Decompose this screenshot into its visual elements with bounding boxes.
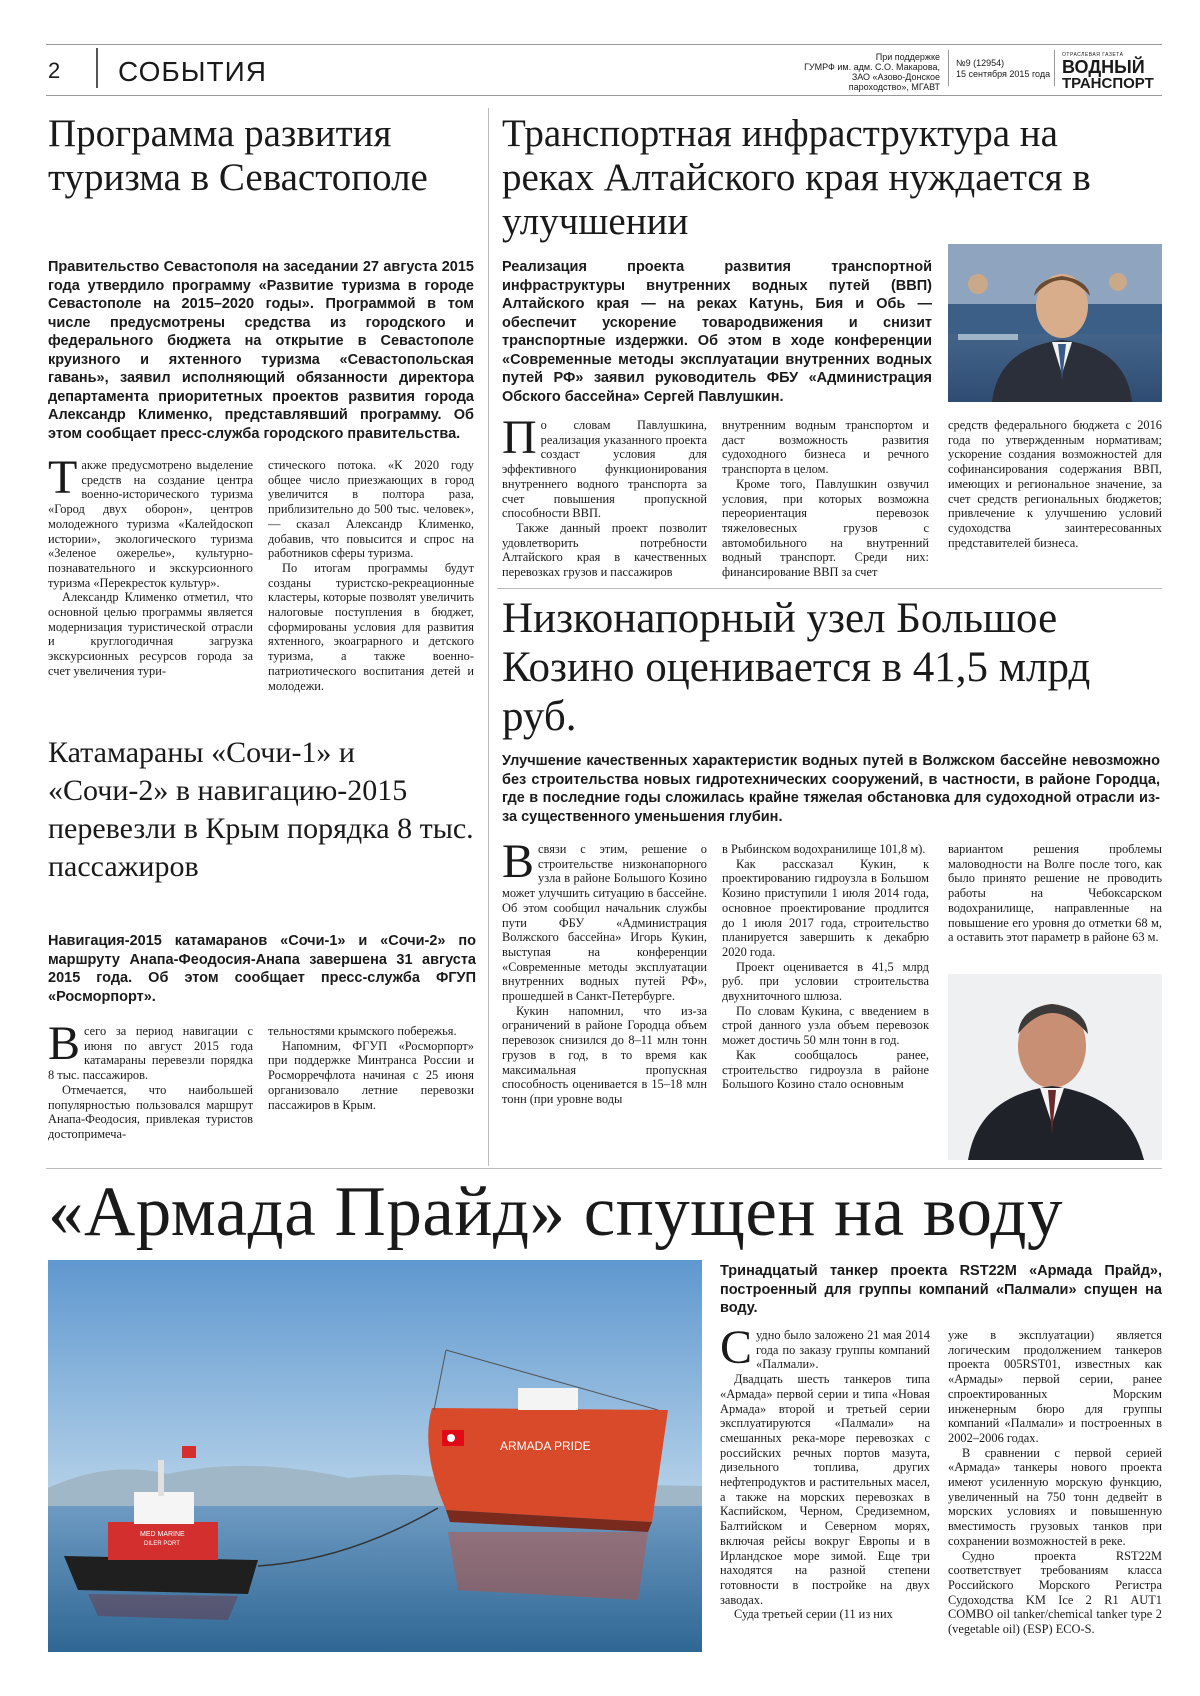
article-column [948, 842, 1162, 945]
article-column [268, 1024, 474, 1112]
article-column [948, 1328, 1162, 1637]
article-paragraph: Напомним, ФГУП «Росморпорт» при поддержке Минтранса России и Росморречфлота начиная с 25 июня организовало летние перевозки пассажиров в Крым. [268, 1038, 474, 1112]
article-paragraph: о словам Павлушкина, реализация указанного проекта создаст условия для эффективного функционирования внутреннего водного транспорта за счет повышения пропускной способности ВВП. [502, 418, 707, 521]
header-divider [948, 50, 949, 86]
article-paragraph: акже предусмотрено выделение средств на создание центра военно-исторического туризма «Город двух оборон», центров молодежного туризма «Калейдоскоп истории», экологического туризма «Зеленое ожерелье», культурно-познавательного и экскурсионного туризма «Перекресток культур». [48, 458, 253, 590]
drop-cap: Т [48, 451, 78, 504]
drop-cap: П [502, 411, 537, 464]
article-column [720, 1321, 930, 1622]
article-title-kozino: Низконапорный узел Большое Козино оценивается в 41,5 млрд руб. [502, 595, 1091, 740]
tug-label: MED MARINE [140, 1531, 185, 1538]
article-lead-kozino: Улучшение качественных характеристик водных путей в Волжском бассейне невозможно без строительства новых гидротехнических сооружений, в частности, в районе Городца, где в последние годы сложилась крайне тяжелая обстановка для судоходной отрасли из-за существенного уменьшения глубин. [502, 753, 1160, 825]
tug-label: DILER PORT [144, 1541, 180, 1547]
portrait-photo-pavlushkin [948, 244, 1162, 402]
logo-word-1: ВОДНЫЙ [1062, 57, 1145, 77]
article-paragraph: Проект оценивается в 41,5 млрд руб. при условии строительства двухниточного шлюза. [722, 959, 929, 1004]
ship-illustration [48, 1260, 702, 1652]
article-column [502, 411, 707, 580]
article-paragraph: тельностями крымского побережья. [268, 1024, 457, 1038]
article-column [948, 418, 1162, 550]
drop-cap: В [48, 1017, 81, 1070]
article-column [48, 1017, 253, 1142]
article-paragraph: Кроме того, Павлушкин озвучил условия, при которых возможна переориентация перевозок тяжеловесных грузов с автомобильного на внутренний водный транспорт. Среди них: финансирование ВВП за счет [722, 476, 929, 580]
article-paragraph: сего за период навигации с июня по август 2015 года катамараны перевезли порядка 8 тыс. пассажиров. [48, 1024, 253, 1083]
article-paragraph: средств федерального бюджета с 2016 года по утвержденным нормативам; ускорение создания возможностей для софинансирования содержания ВВП, имеющих и региональное значение, за счет средств региональных бюджетов; привлечение к улучшению условий судоходства заинтересованных представителей бизнеса. [948, 418, 1162, 550]
article-paragraph: Как сообщалось ранее, строительство гидроузла в районе Большого Козино стало основным [722, 1047, 929, 1092]
article-title-altai: Транспортная инфраструктура на реках Алтайского края нуждается в улучшении [502, 112, 1091, 243]
support-line: пароходство», МГАВТ [848, 82, 940, 92]
portrait-photo-kukin [948, 974, 1162, 1160]
column-divider [488, 108, 489, 1166]
portrait-illustration [948, 974, 1162, 1160]
support-line: При поддержке [875, 52, 940, 62]
article-lead-armada: Тринадцатый танкер проекта RST22M «Армада Прайд», построенный для группы компаний «Палмали» спущен на воду. [720, 1263, 1162, 1316]
header-divider [96, 48, 98, 88]
article-lead-sevastopol: Правительство Севастополя на заседании 27 августа 2015 года утвердило программу «Развитие туризма в городе Севастополе на 2015–2020 годы». Программой в том числе предусмотрены средства из городского и федерального бюджета на открытие в Севастополе круизного и яхтенного туризма «Севастопольская гавань», заявил исполняющий обязанности директора департамента приоритетных проектов развития города Александр Клименко, представлявший программу. Об этом сообщает пресс-служба городского правительства. [48, 259, 474, 442]
drop-cap: В [502, 835, 535, 888]
page-number: 2 [48, 58, 61, 83]
article-paragraph: Также данный проект позволит удовлетворить потребности Алтайского края в качественных перевозках грузов и пассажиров [502, 520, 707, 580]
support-line: ЗАО «Азово-Донское [851, 72, 940, 82]
issue-date: 15 сентября 2015 года [956, 69, 1051, 79]
article-paragraph: Суда третьей серии (11 из них [734, 1607, 893, 1622]
article-divider [497, 588, 1162, 589]
article-column [48, 451, 253, 679]
drop-cap: С [720, 1321, 753, 1374]
support-note [790, 52, 940, 92]
article-paragraph: стического потока. «К 2020 году общее число приезжающих в город увеличится в полтора раза, приблизительно до 500 тыс. человек», — сказал Александр Клименко, добавив, что повысится и спрос на работников сферы туризма. [268, 458, 474, 561]
support-line: ГУМРФ им. адм. С.О. Макарова, [804, 62, 940, 72]
article-paragraph: По итогам программы будут созданы туристско-рекреационные кластеры, которые позволят увеличить налоговые поступления в бюджет, сформированы условия для развития яхтенного, экоаграрного и детского туризма, а также военно-патриотического воспитания детей и молодежи. [268, 560, 474, 693]
section-title: СОБЫТИЯ [118, 56, 267, 87]
ship-launch-photo [48, 1260, 702, 1652]
article-lead-altai: Реализация проекта развития транспортной инфраструктуры внутренних водных путей (ВВП) Алтайского края — на реках Катунь, Бия и Обь — обеспечит ускорение товародвижения и снизит транспортные издержки. Об этом в ходе конференции «Современные методы эксплуатации внутренних водных путей РФ» заявил руководитель ФБУ «Администрация Обского бассейна» Сергей Павлушкин. [502, 259, 932, 405]
article-divider [46, 1168, 1162, 1169]
article-paragraph: уже в эксплуатации) является логическим продолжением танкеров проекта 005RST01, известных как «Армады» первой серии, ранее спроектированных Морским инженерным бюро для группы компаний «Палмали» и построенных в 2002–2006 годах. [948, 1328, 1162, 1445]
article-column [502, 835, 707, 1107]
article-paragraph: По словам Кукина, с введением в строй данного узла объем перевозок может достичь 50 млн тонн в год. [722, 1003, 929, 1048]
article-column [722, 418, 929, 580]
logo-word-2: ТРАНСПОРТ [1062, 75, 1154, 92]
article-paragraph: Как рассказал Кукин, к проектированию гидроузла в Большом Козино приступили 1 июля 2014 года, основное проектирование продлится до 1 июля 2017 года, строительство планируется завершить к декабрю 2020 года. [722, 856, 929, 959]
article-title-armada: «Армада Прайд» спущен на воду [48, 1173, 1064, 1251]
article-column [268, 458, 474, 693]
newspaper-logo [1062, 52, 1162, 91]
article-paragraph: Судно проекта RST22M соответствует требованиям класса Российского Морского Регистра Судоходства KM Ice 2 R1 AUT1 COMBO oil tanker/chemical tanker type 2 (vegetable oil) (ESP) ECO-S. [948, 1548, 1162, 1637]
logo-tagline: ОТРАСЛЕВАЯ ГАЗЕТА [1062, 52, 1124, 58]
header-bottom-rule [46, 95, 1162, 96]
article-paragraph: Двадцать шесть танкеров типа «Армада» первой серии и типа «Новая Армада» второй и третьей серии эксплуатируются «Палмали» на смешанных река-море перевозках с российских речных портов мазута, дизельного топлива, других нефтепродуктов и растительных масел, а также на морских перевозках в Каспийском, Черном, Средиземном, Балтийском и Северном морях, включая рейсы вокруг Европы и в Ирландское море зимой. Еще три находятся на разной степени готовности в постройке на двух заводах. [720, 1372, 930, 1607]
header-top-rule [46, 44, 1162, 45]
issue-number: №9 (12954) [956, 58, 1005, 68]
article-paragraph: Отмечается, что наибольшей популярностью пользовался маршрут Анапа-Феодосия, привлекая туристов достопримеча- [48, 1082, 253, 1141]
article-column [722, 842, 929, 1092]
portrait-illustration [948, 244, 1162, 402]
article-paragraph: удно было заложено 21 мая 2014 года по заказу группы компаний «Палмали». [756, 1328, 930, 1372]
issue-info [956, 58, 1050, 80]
article-lead-crimea: Навигация-2015 катамаранов «Сочи-1» и «Сочи-2» по маршруту Анапа-Феодосия-Анапа завершена 31 августа 2015 года. Об этом сообщает пресс-служба ФГУП «Росморпорт». [48, 933, 476, 1005]
article-paragraph: вариантом решения проблемы маловодности на Волге после того, как было принято решение не проводить работы на Чебоксарском водохранилище, направленные на повышение его уровня до отметки 68 м, а оставить этот параметр в районе 63 м. [948, 842, 1162, 945]
article-paragraph: в Рыбинском водохранилище 101,8 м). [722, 842, 926, 856]
header-divider [1054, 50, 1055, 86]
article-paragraph: Кукин напомнил, что из-за ограничений в районе Городца объем перевозок снизился до 8–11 млн тонн грузов в год, в то время как максимальная пропускная способность оценивается в 15–18 млн тонн (при уровне воды [502, 1003, 707, 1106]
article-title-sevastopol: Программа развития туризма в Севастополе [48, 112, 428, 199]
ship-name-label: ARMADA PRIDE [500, 1439, 591, 1453]
article-paragraph: В сравнении с первой серией «Армада» танкеры нового проекта имеют усиленную морскую функцию, увеличенный на 750 тонн дедвейт в морских условиях и повышенную вместимость грузовых танков при сохранении возможностей в реке. [948, 1445, 1162, 1548]
article-title-crimea: Катамараны «Сочи-1» и «Сочи-2» в навигацию-2015 перевезли в Крым порядка 8 тыс. пассажиров [48, 736, 474, 883]
article-paragraph: Александр Клименко отметил, что основной целью программы является модернизация туристической отрасли и круглогодичная загрузка экскурсионных ресурсов города за счет увеличения тури- [48, 590, 253, 678]
article-paragraph: внутренним водным транспортом и даст возможность развития судоходного бизнеса и речного транспорта в целом. [722, 418, 929, 477]
article-paragraph: связи с этим, решение о строительстве низконапорного узла в районе Большого Козино может улучшить ситуацию в бассейне. Об этом сообщил начальник службы пути ФБУ «Администрация Волжского бассейна» Игорь Кукин, выступая на конференции «Современные методы эксплуатации внутренних водных путей РФ», прошедшей в Санкт-Петербурге. [502, 842, 707, 1004]
